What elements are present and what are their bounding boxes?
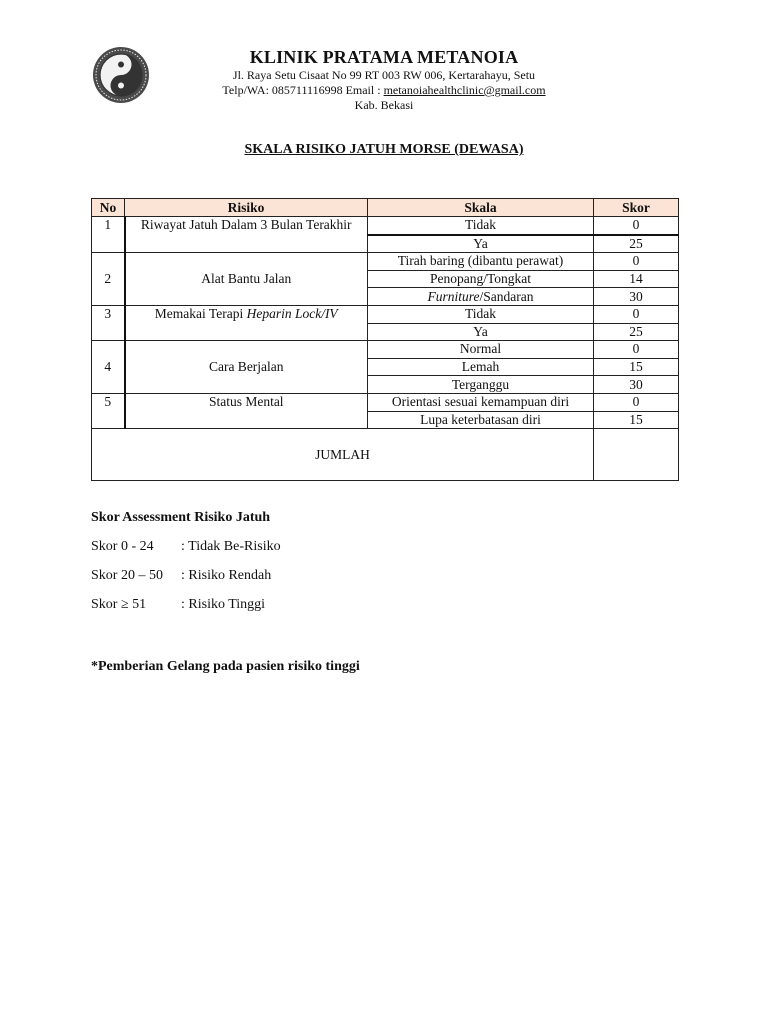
legend-range: Skor ≥ 51 xyxy=(91,597,147,612)
scale-option: Tidak xyxy=(368,217,594,235)
scale-option: Normal xyxy=(368,341,594,359)
risk-factor xyxy=(125,305,368,340)
row-number: 1 xyxy=(92,217,125,253)
score-value: 0 xyxy=(594,253,679,271)
address-line: Jl. Raya Setu Cisaat No 99 RT 003 RW 006, Kertarahayu, Setu xyxy=(232,68,536,82)
risk-factor-italic: Heparin Lock/IV xyxy=(246,305,338,321)
table-row xyxy=(92,341,679,359)
table-row xyxy=(92,253,679,271)
document-title: SKALA RISIKO JATUH MORSE (DEWASA) xyxy=(244,142,524,157)
legend-item xyxy=(91,567,281,585)
legend-desc: : Risiko Rendah xyxy=(181,568,272,583)
contact-prefix: Telp/WA: 085711116998 Email : xyxy=(222,83,384,97)
row-number: 5 xyxy=(92,393,125,428)
score-legend xyxy=(91,509,281,625)
risk-factor-prefix: Memakai Terapi xyxy=(154,305,247,321)
total-row xyxy=(92,429,679,481)
scale-option: Lemah xyxy=(368,358,594,376)
risk-factor: Status Mental xyxy=(125,393,368,428)
score-value: 15 xyxy=(594,411,679,429)
legend-title: Skor Assessment Risiko Jatuh xyxy=(91,510,271,525)
legend-range: Skor 20 – 50 xyxy=(91,568,163,583)
risk-factor: Cara Berjalan xyxy=(125,341,368,394)
scale-option-rest: /Sandaran xyxy=(479,288,534,304)
score-value: 30 xyxy=(594,376,679,394)
legend-item xyxy=(91,596,281,614)
header-scale: Skala xyxy=(368,199,594,217)
row-number: 4 xyxy=(92,341,125,394)
risk-factor: Riwayat Jatuh Dalam 3 Bulan Terakhir xyxy=(125,217,368,253)
scale-option-italic: Furniture xyxy=(427,288,480,304)
letterhead xyxy=(150,46,618,113)
score-value: 25 xyxy=(594,323,679,341)
total-score-cell[interactable] xyxy=(594,429,679,481)
total-label: JUMLAH xyxy=(92,429,594,481)
score-value: 0 xyxy=(594,393,679,411)
email-link[interactable]: metanoiahealthclinic@gmail.com xyxy=(383,83,546,97)
scale-option xyxy=(368,288,594,306)
scale-option: Tidak xyxy=(368,305,594,323)
legend-range: Skor 0 - 24 xyxy=(91,539,154,554)
scale-option: Ya xyxy=(368,235,594,253)
risk-factor: Alat Bantu Jalan xyxy=(125,253,368,306)
scale-option: Tirah baring (dibantu perawat) xyxy=(368,253,594,271)
scale-option: Terganggu xyxy=(368,376,594,394)
contact-line xyxy=(150,83,618,98)
scale-option: Penopang/Tongkat xyxy=(368,270,594,288)
score-value: 0 xyxy=(594,305,679,323)
score-value: 0 xyxy=(594,341,679,359)
row-number: 2 xyxy=(92,253,125,306)
legend-item xyxy=(91,538,281,556)
legend-desc: : Risiko Tinggi xyxy=(181,597,266,612)
region-line: Kab. Bekasi xyxy=(354,98,414,112)
score-value: 0 xyxy=(594,217,679,235)
legend-desc: : Tidak Be-Risiko xyxy=(181,539,281,554)
bracelet-note: *Pemberian Gelang pada pasien risiko tinggi xyxy=(91,659,360,674)
score-value: 15 xyxy=(594,358,679,376)
table-row xyxy=(92,305,679,323)
row-number: 3 xyxy=(92,305,125,340)
score-value: 14 xyxy=(594,270,679,288)
scale-option: Lupa keterbatasan diri xyxy=(368,411,594,429)
header-no: No xyxy=(92,199,125,217)
table-row xyxy=(92,393,679,411)
clinic-name: KLINIK PRATAMA METANOIA xyxy=(249,47,519,67)
score-value: 30 xyxy=(594,288,679,306)
header-risk: Risiko xyxy=(125,199,368,217)
clinic-logo xyxy=(92,46,150,104)
scale-option: Orientasi sesuai kemampuan diri xyxy=(368,393,594,411)
scale-option: Ya xyxy=(368,323,594,341)
morse-scale-table xyxy=(91,198,679,481)
table-header-row xyxy=(92,199,679,217)
score-value: 25 xyxy=(594,235,679,253)
table-row xyxy=(92,217,679,235)
header-score: Skor xyxy=(594,199,679,217)
